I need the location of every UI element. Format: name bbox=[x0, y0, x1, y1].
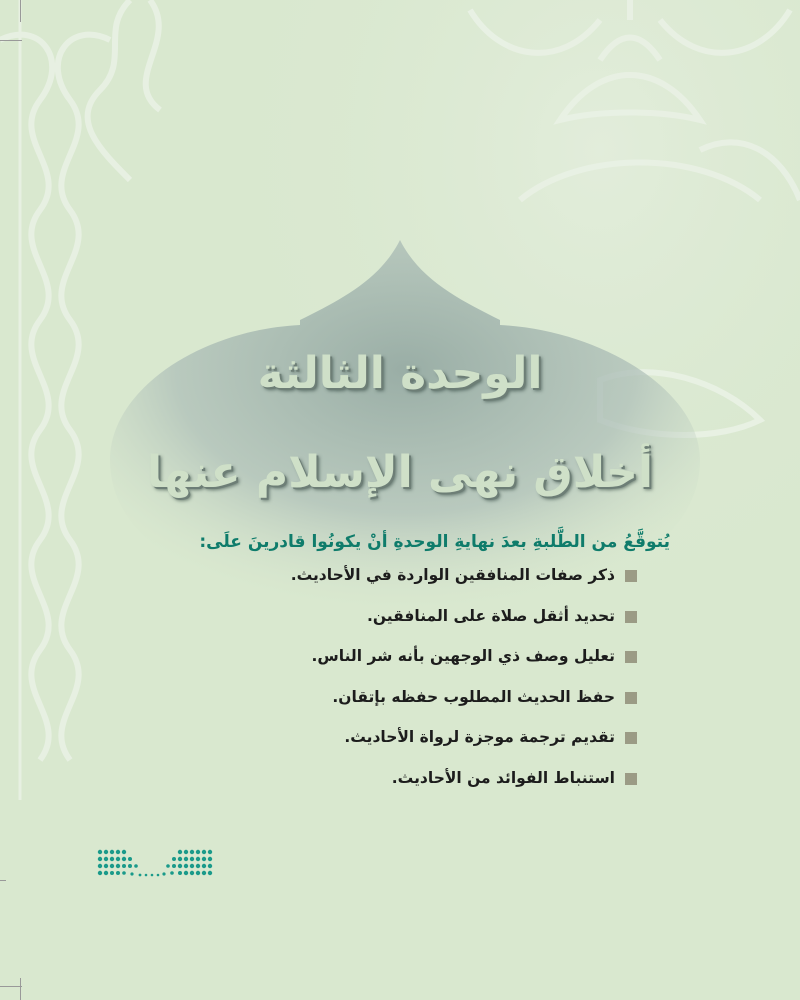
objective-text: تعليل وصف ذي الوجهين بأنه شر الناس. bbox=[311, 647, 615, 665]
ministry-logo bbox=[96, 846, 216, 882]
crop-mark bbox=[0, 40, 22, 41]
square-bullet-icon bbox=[625, 732, 637, 744]
list-item bbox=[291, 728, 637, 769]
unit-subtitle: أخلاق نهى الإسلام عنها bbox=[147, 447, 653, 498]
square-bullet-icon bbox=[625, 611, 637, 623]
objectives-intro: يُتوقَّعُ من الطَّلبةِ بعدَ نهايةِ الوحدةِ أنْ يكونُوا قادرينَ علَى: bbox=[199, 532, 670, 552]
crop-mark bbox=[20, 0, 21, 22]
objectives-list bbox=[291, 566, 637, 809]
list-item bbox=[291, 769, 637, 810]
objective-text: حفظ الحديث المطلوب حفظه بإتقان. bbox=[332, 687, 615, 706]
square-bullet-icon bbox=[625, 692, 637, 704]
crop-mark bbox=[20, 978, 21, 1000]
crop-mark bbox=[0, 986, 22, 987]
objective-text: تحديد أثقل صلاة على المنافقين. bbox=[366, 606, 615, 625]
list-item bbox=[291, 688, 637, 729]
objective-text: استنباط الفوائد من الأحاديث. bbox=[391, 768, 615, 787]
crop-mark bbox=[0, 880, 6, 881]
list-item bbox=[291, 566, 637, 607]
square-bullet-icon bbox=[625, 570, 637, 582]
objective-text: ذكر صفات المنافقين الواردة في الأحاديث. bbox=[290, 566, 615, 584]
list-item bbox=[291, 647, 637, 688]
list-item bbox=[291, 607, 637, 648]
square-bullet-icon bbox=[625, 651, 637, 663]
square-bullet-icon bbox=[625, 773, 637, 785]
unit-title: الوحدة الثالثة bbox=[257, 348, 543, 399]
objective-text: تقديم ترجمة موجزة لرواة الأحاديث. bbox=[344, 728, 615, 746]
